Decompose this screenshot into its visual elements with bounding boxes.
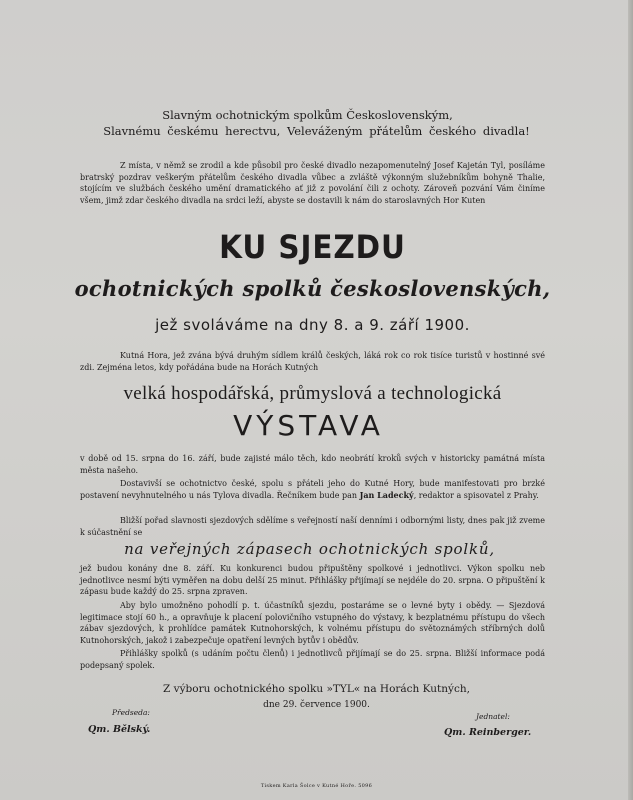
speaker-name: Jan Ladecký (359, 489, 414, 500)
exhibition-word: VÝSTAVA (233, 409, 384, 442)
exhibition-line: velká hospodářská, průmyslová a technologická (123, 383, 502, 404)
exhibition-line-wrap (0, 383, 633, 405)
greeting (0, 107, 633, 139)
program-paragraph: Bližší pořad slavnosti sjezdových sdělíme s veřejností naší denními i odbornými listy, dnes pak již zveme k súčastnění se (80, 516, 545, 537)
lodging-paragraph: Aby bylo umožněno pohodlí p. t. účastníků sjezdu, postaráme se o levné byty i obědy. — Sjezdová legitimace stojí 60 h., a opravňuje k placení polovičního vstupného do výstavy, k bezplatnému přístupu do všech zábav sjezdových, k prohlídce památek Kutnohorských, k volnému přístupu do světoznámých stříbrných dolů Kutnohorských, jakož i zabezpečuje opatření levných bytův i obědův. (80, 601, 545, 645)
tyl-paragraph-text-b: , redaktor a spisovatel z Prahy. (413, 490, 539, 500)
exhibition-paragraph: v době od 15. srpna do 16. září, bude zajisté málo těch, kdo neobrátí kroků svých v historicky památná místa města našeho. (80, 454, 545, 475)
registration-paragraph: Přihlášky spolků (s udáním počtu členů) i jednotlivců přijímají se do 25. srpna. Bližší informace podá podepsaný spolek. (80, 649, 545, 670)
headline-title: KU SJEZDU (219, 228, 406, 266)
headline-title-wrap (0, 228, 633, 266)
chairman-label: Předseda: (112, 708, 150, 717)
tyl-paragraph-text-a: Dostavivší se ochotnictvo české, spolu s přáteli jeho do Kutné Hory, bude manifestovati pro brzké postavení nevyhnutelného u nás Tylova divadla. Řečníkem bude pan (80, 479, 545, 500)
printer-line: Tiskem Karla Šolce v Kutné Hoře. 5096 (260, 783, 373, 789)
greeting-line-1: Slavným ochotnickým spolkům Československým, (162, 108, 453, 122)
greeting-line-2: Slavnému českému herectvu, Veleváženým přátelům českého divadla! (103, 124, 530, 138)
tyl-theatre-paragraph (80, 478, 545, 501)
committee-line: Z výboru ochotnického spolku »TYL« na Horách Kutných, (163, 683, 470, 695)
sessions-heading-wrap (0, 540, 633, 558)
secretary-label: Jednatel: (476, 712, 510, 721)
intro-paragraph: Z místa, v němž se zrodil a kde působil pro české divadlo nezapomenutelný Josef Kajetán Tyl, posíláme bratrský pozdrav veškerým přátelům českého divadla vůbec a zvláště výkonným služebníkům bohyně Thalie, stojícím ve službách českého umění dramatického ať již z povolání čili z ochoty. Zároveň pozvání Vám činíme všem, jimž zdar českého divadla na srdci leží, abyste se dostavili k nám do staroslavných Hor Kuten (80, 161, 545, 205)
exhibition-word-wrap (0, 409, 633, 442)
chairman-signature: Qm. Bělský. (88, 724, 151, 735)
headline-dates-wrap (0, 316, 633, 334)
secretary-signature: Qm. Reinberger. (444, 727, 532, 738)
date-line: dne 29. července 1900. (263, 700, 370, 710)
headline-subtitle: ochotnických spolků československých, (74, 276, 551, 301)
kutna-hora-paragraph: Kutná Hora, jež zvána bývá druhým sídlem králů českých, láká rok co rok tisíce turistů v hostinné své zdi. Zejména letos, kdy pořádána bude na Horách Kutných (80, 351, 545, 372)
sessions-heading: na veřejných zápasech ochotnických spolků, (124, 540, 495, 558)
headline-subtitle-wrap (0, 276, 633, 301)
sessions-paragraph: jež budou konány dne 8. září. Ku konkurenci budou připuštěny spolkové i jednotlivci. Výkon spolku neb jednotlivce nesmí býti vyměřen na dobu delší 25 minut. Přihlášky přijímají se nejdéle do 20. srpna. O připuštění k zápasu bude každý do 25. srpna zpraven. (80, 564, 545, 597)
headline-dates: jež svoláváme na dny 8. a 9. září 1900. (155, 316, 470, 334)
